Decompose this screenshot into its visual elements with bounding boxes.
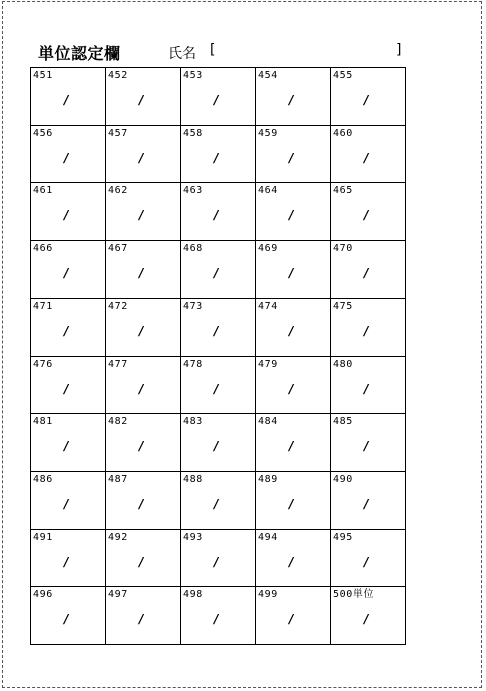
cell-number: 484: [258, 416, 278, 428]
cell-slash: /: [64, 381, 69, 396]
cell-number: 467: [108, 243, 128, 255]
grid-cell[interactable]: [31, 472, 106, 530]
cell-slash: /: [364, 93, 369, 107]
cell-slash: /: [289, 323, 294, 338]
cell-number: 472: [108, 300, 128, 312]
cell-slash: /: [64, 150, 69, 165]
grid-cell[interactable]: [181, 241, 256, 299]
cell-number: 500単位: [333, 589, 375, 601]
cell-slash: /: [214, 612, 219, 627]
grid-cell[interactable]: [256, 126, 331, 184]
cell-number: 458: [183, 127, 203, 139]
cell-slash: /: [139, 612, 144, 627]
cell-number: 454: [258, 70, 278, 81]
cell-slash: /: [214, 554, 219, 569]
cell-slash: /: [139, 439, 144, 454]
name-label: 氏名: [168, 46, 196, 62]
cell-slash: /: [214, 93, 219, 107]
cell-slash: /: [289, 554, 294, 569]
cell-slash: /: [289, 266, 294, 281]
cell-number: 487: [108, 473, 128, 485]
cell-slash: /: [289, 612, 294, 627]
cell-slash: /: [364, 266, 369, 281]
cell-number: 497: [108, 589, 128, 601]
cell-number: 477: [108, 358, 128, 370]
cell-number: 482: [108, 416, 128, 428]
cell-number: 494: [258, 531, 278, 543]
cell-slash: /: [364, 323, 369, 338]
cell-number: 492: [108, 531, 128, 543]
cell-number: 490: [333, 473, 353, 485]
cell-slash: /: [364, 439, 369, 454]
cell-slash: /: [214, 439, 219, 454]
grid-cell[interactable]: [106, 241, 181, 299]
grid-cell[interactable]: [256, 587, 331, 645]
grid-cell[interactable]: [106, 587, 181, 645]
cell-number: 476: [33, 358, 53, 370]
cell-number: 455: [333, 70, 353, 81]
grid-cell[interactable]: [106, 472, 181, 530]
grid-cell[interactable]: [31, 299, 106, 357]
grid-cell[interactable]: [331, 241, 406, 299]
cell-number: 466: [33, 243, 53, 255]
cell-slash: /: [64, 496, 69, 511]
cell-number: 451: [33, 70, 53, 81]
credit-grid: [30, 67, 406, 645]
grid-cell[interactable]: [256, 414, 331, 472]
grid-cell[interactable]: [256, 472, 331, 530]
grid-cell[interactable]: [331, 357, 406, 415]
cell-slash: /: [139, 208, 144, 223]
cell-number: 465: [333, 185, 353, 197]
cell-slash: /: [139, 93, 144, 107]
grid-cell[interactable]: [256, 299, 331, 357]
grid-cell[interactable]: [331, 530, 406, 588]
cell-number: 478: [183, 358, 203, 370]
cell-number: 480: [333, 358, 353, 370]
header: [38, 40, 408, 64]
cell-slash: /: [139, 554, 144, 569]
cell-slash: /: [364, 208, 369, 223]
grid-cell[interactable]: [331, 68, 406, 126]
cell-slash: /: [214, 150, 219, 165]
cell-number: 460: [333, 127, 353, 139]
cell-slash: /: [214, 381, 219, 396]
cell-slash: /: [364, 496, 369, 511]
grid-cell[interactable]: [31, 587, 106, 645]
grid-cell[interactable]: [331, 299, 406, 357]
cell-slash: /: [139, 496, 144, 511]
cell-number: 485: [333, 416, 353, 428]
grid-cell[interactable]: [106, 414, 181, 472]
cell-number: 468: [183, 243, 203, 255]
grid-cell[interactable]: [106, 126, 181, 184]
grid-cell[interactable]: [31, 126, 106, 184]
grid-cell[interactable]: [256, 241, 331, 299]
cell-slash: /: [139, 323, 144, 338]
cell-number: 496: [33, 589, 53, 601]
cell-number: 464: [258, 185, 278, 197]
cell-number: 470: [333, 243, 353, 255]
cell-number: 461: [33, 185, 53, 197]
cell-slash: /: [289, 150, 294, 165]
grid-cell[interactable]: [181, 530, 256, 588]
cell-slash: /: [214, 323, 219, 338]
grid-cell[interactable]: [181, 299, 256, 357]
cell-number: 483: [183, 416, 203, 428]
cell-slash: /: [139, 150, 144, 165]
grid-cell[interactable]: [181, 414, 256, 472]
grid-cell[interactable]: [181, 68, 256, 126]
cell-number: 498: [183, 589, 203, 601]
grid-cell[interactable]: [181, 587, 256, 645]
cell-number: 462: [108, 185, 128, 197]
grid-cell[interactable]: [106, 357, 181, 415]
cell-slash: /: [139, 266, 144, 281]
cell-slash: /: [289, 496, 294, 511]
grid-cell[interactable]: [256, 183, 331, 241]
grid-cell[interactable]: [106, 299, 181, 357]
cell-slash: /: [289, 93, 294, 107]
grid-cell[interactable]: [106, 183, 181, 241]
cell-number: 493: [183, 531, 203, 543]
grid-cell[interactable]: [181, 183, 256, 241]
cell-number: 479: [258, 358, 278, 370]
name-bracket-close: ]: [396, 42, 402, 58]
cell-slash: /: [64, 323, 69, 338]
cell-slash: /: [64, 266, 69, 281]
cell-number: 473: [183, 300, 203, 312]
cell-slash: /: [364, 150, 369, 165]
grid-cell[interactable]: [31, 68, 106, 126]
cell-slash: /: [364, 381, 369, 396]
cell-slash: /: [364, 612, 369, 627]
grid-cell[interactable]: [331, 126, 406, 184]
grid-cell[interactable]: [31, 183, 106, 241]
cell-slash: /: [64, 208, 69, 223]
cell-number: 456: [33, 127, 53, 139]
cell-number: 495: [333, 531, 353, 543]
page-title: 単位認定欄: [38, 44, 121, 63]
grid-cell[interactable]: [31, 357, 106, 415]
cell-slash: /: [289, 381, 294, 396]
cell-slash: /: [214, 266, 219, 281]
grid-cell[interactable]: [181, 357, 256, 415]
grid-cell[interactable]: [256, 357, 331, 415]
cell-slash: /: [214, 496, 219, 511]
cell-number: 452: [108, 70, 128, 81]
grid-cell[interactable]: [256, 68, 331, 126]
cell-number: 463: [183, 185, 203, 197]
grid-cell[interactable]: [331, 472, 406, 530]
cell-slash: /: [64, 93, 69, 107]
grid-cell[interactable]: [181, 126, 256, 184]
cell-slash: /: [64, 612, 69, 627]
cell-number: 481: [33, 416, 53, 428]
cell-number: 459: [258, 127, 278, 139]
cell-slash: /: [64, 439, 69, 454]
cell-slash: /: [364, 554, 369, 569]
cell-number: 471: [33, 300, 53, 312]
cell-number: 453: [183, 70, 203, 81]
cell-number: 499: [258, 589, 278, 601]
cell-number: 486: [33, 473, 53, 485]
name-bracket-open: [: [210, 42, 216, 58]
grid-cell[interactable]: [181, 472, 256, 530]
grid-cell[interactable]: [31, 241, 106, 299]
cell-slash: /: [64, 554, 69, 569]
cell-number: 488: [183, 473, 203, 485]
cell-number: 474: [258, 300, 278, 312]
grid-cell[interactable]: [106, 68, 181, 126]
grid-cell[interactable]: [31, 530, 106, 588]
grid-cell[interactable]: [331, 183, 406, 241]
cell-slash: /: [289, 439, 294, 454]
cell-number: 489: [258, 473, 278, 485]
cell-number: 469: [258, 243, 278, 255]
grid-cell[interactable]: [106, 530, 181, 588]
cell-number: 491: [33, 531, 53, 543]
grid-cell[interactable]: [256, 530, 331, 588]
cell-slash: /: [214, 208, 219, 223]
cell-slash: /: [139, 381, 144, 396]
grid-cell[interactable]: [331, 414, 406, 472]
cell-slash: /: [289, 208, 294, 223]
grid-cell[interactable]: [331, 587, 406, 645]
cell-number: 457: [108, 127, 128, 139]
cell-number: 475: [333, 300, 353, 312]
grid-cell[interactable]: [31, 414, 106, 472]
